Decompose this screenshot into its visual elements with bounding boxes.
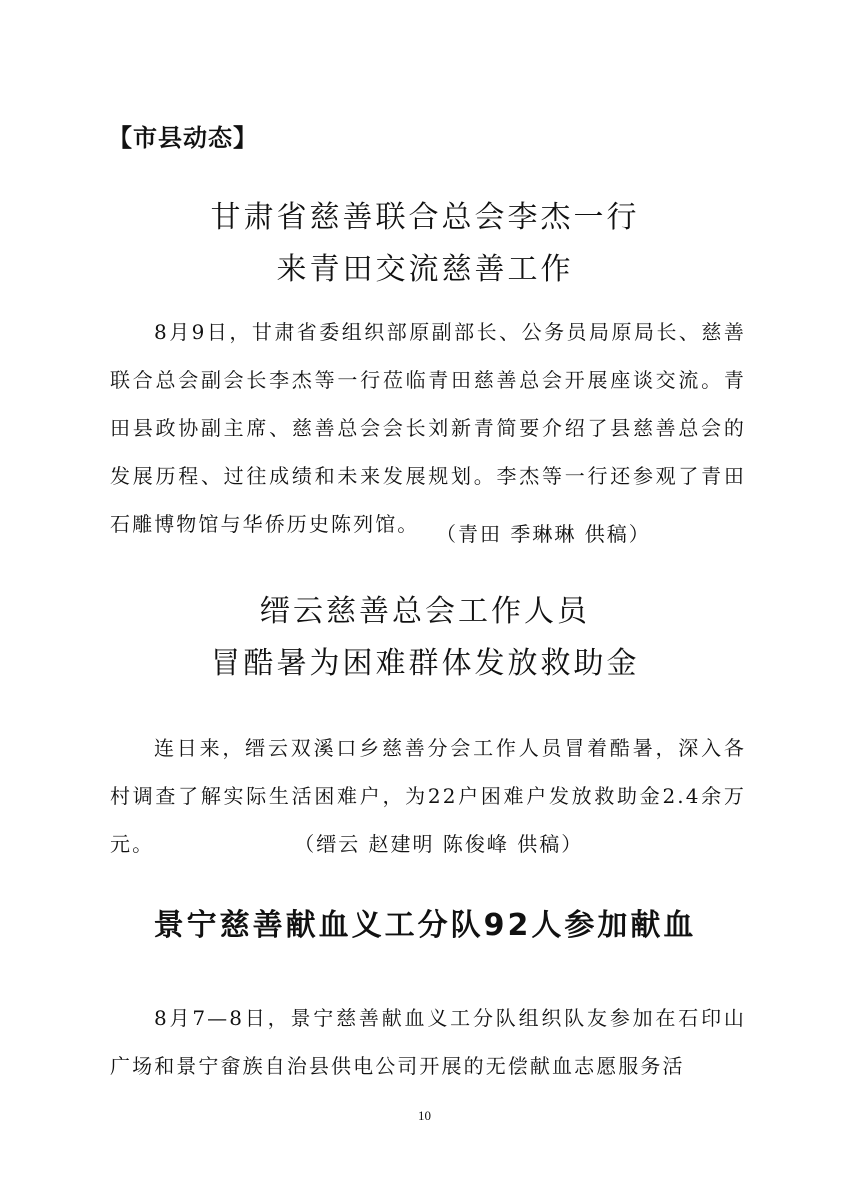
article-body-text: 连日来，缙云双溪口乡慈善分会工作人员冒着酷暑，深入各村调查了解实际生活困难户，为22户困难户发放救助金2.4余万元。 — [110, 736, 746, 856]
article-title-line1: 缙云慈善总会工作人员 — [260, 594, 590, 629]
article-body — [110, 724, 746, 868]
article-body: 8月9日，甘肃省委组织部原副部长、公务员局原局长、慈善联合总会副会长李杰等一行莅临青田慈善总会开展座谈交流。青田县政协副主席、慈善总会会长刘新青简要介绍了县慈善总会的发展历程、过往成绩和未来发展规划。李杰等一行还参观了青田石雕博物馆与华侨历史陈列馆。 — [110, 320, 746, 536]
article-title: 景宁慈善献血义工分队92人参加献血 — [153, 908, 697, 943]
article-title-line1: 甘肃省慈善联合总会李杰一行 — [210, 200, 640, 235]
article-body: 8月7—8日，景宁慈善献血义工分队组织队友参加在石印山广场和景宁畲族自治县供电公司开展的无偿献血志愿服务活 — [110, 1006, 746, 1078]
article-title-line2: 冒酷暑为困难群体发放救助金 — [210, 646, 640, 681]
article-title-line2: 来青田交流慈善工作 — [276, 252, 574, 287]
section-tag: 【市县动态】 — [108, 124, 258, 152]
article-credit: （缙云 赵建明 陈俊峰 供稿） — [304, 832, 584, 856]
page-number: 10 — [418, 1108, 431, 1123]
article-credit: （青田 季琳琳 供稿） — [436, 522, 651, 546]
